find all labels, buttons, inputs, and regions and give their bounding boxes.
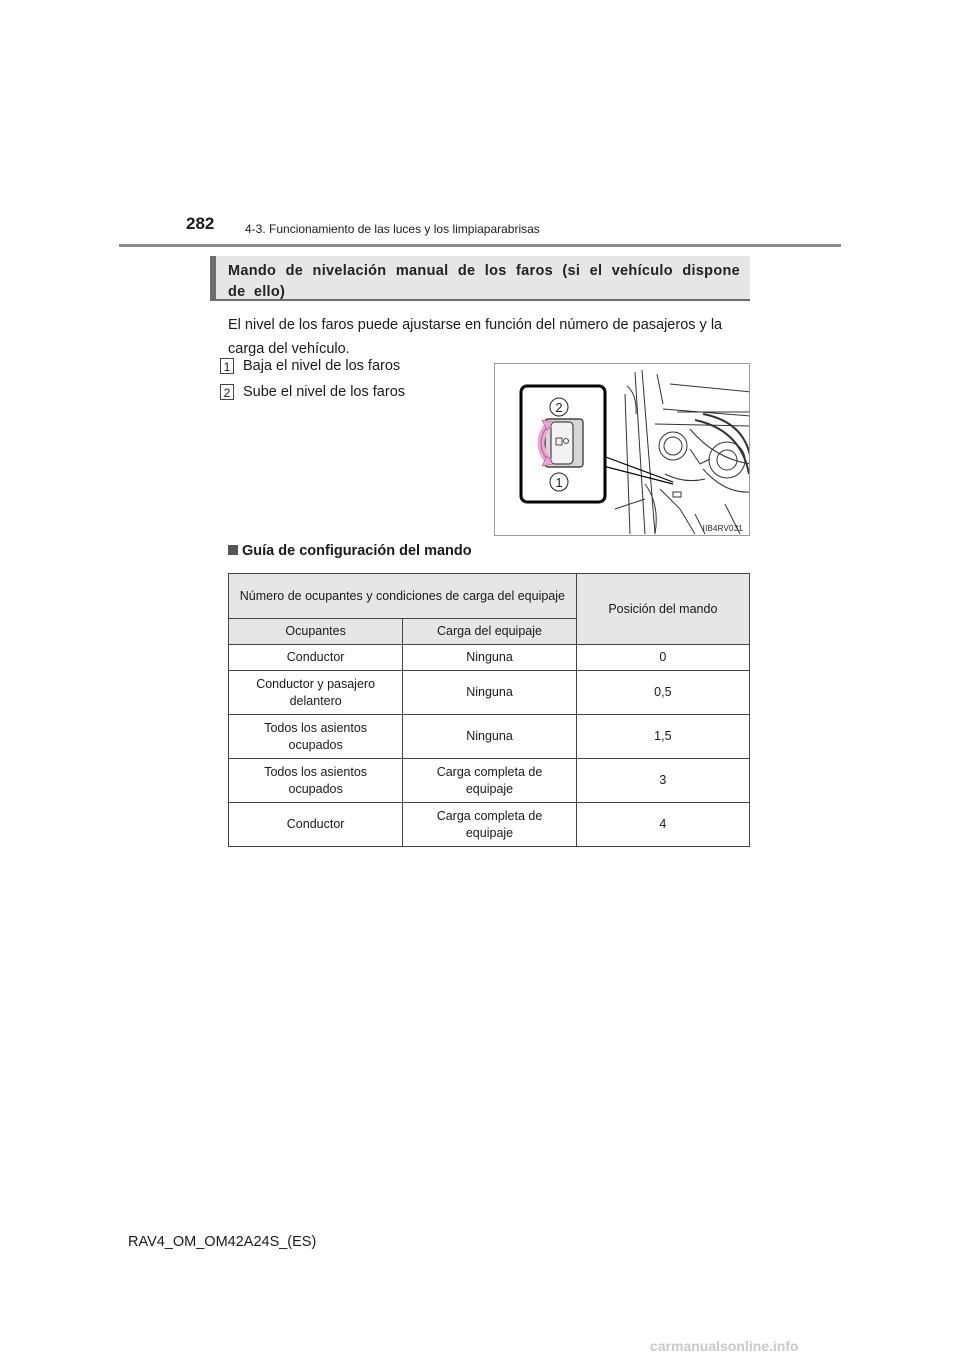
load-cell xyxy=(403,759,577,803)
section-header: 4-3. Funcionamiento de las luces y los limpiaparabrisas xyxy=(245,222,540,236)
table-row xyxy=(229,759,750,803)
table-row xyxy=(229,671,750,715)
occupants-cell xyxy=(229,715,403,759)
occupants-text: Todos los asientos ocupados xyxy=(264,720,368,752)
position-cell: 0,5 xyxy=(576,671,749,715)
position-cell: 1,5 xyxy=(576,715,749,759)
callout-2: 2 xyxy=(555,400,563,415)
subheader-cell: Ocupantes xyxy=(229,619,403,645)
occupants-cell xyxy=(229,759,403,803)
position-cell: 4 xyxy=(576,803,749,847)
occupants-text: Conductor y pasajero delantero xyxy=(256,676,376,708)
load-text: Carga completa de equipaje xyxy=(436,764,543,796)
step-number: 2 xyxy=(220,384,234,400)
step-label: Baja el nivel de los faros xyxy=(243,358,401,374)
intro-paragraph: El nivel de los faros puede ajustarse en función del número de pasajeros y la carga del vehículo. xyxy=(228,317,723,357)
callout-1: 1 xyxy=(555,475,563,490)
page-number: 282 xyxy=(186,214,215,233)
group-header-cell xyxy=(229,574,577,619)
table-row xyxy=(229,645,750,671)
subheader-cell: Carga del equipaje xyxy=(403,619,577,645)
subheading xyxy=(228,543,472,559)
square-bullet-icon xyxy=(228,545,238,555)
occupants-cell xyxy=(229,671,403,715)
load-cell: Ninguna xyxy=(403,715,577,759)
position-cell: 0 xyxy=(576,645,749,671)
watermark: carmanualsonline.info xyxy=(650,1338,799,1354)
table-row xyxy=(229,715,750,759)
settings-guide-table xyxy=(228,573,750,847)
load-cell: Ninguna xyxy=(403,671,577,715)
occupants-cell: Conductor xyxy=(229,803,403,847)
position-header-cell xyxy=(576,574,749,645)
table-row xyxy=(229,803,750,847)
headlight-dial-figure xyxy=(494,363,750,536)
section-heading-box xyxy=(210,256,750,301)
load-cell: Ninguna xyxy=(403,645,577,671)
position-header-text: Posición del mando xyxy=(608,601,718,616)
occupants-text: Todos los asientos ocupados xyxy=(264,764,368,796)
step-label: Sube el nivel de los faros xyxy=(243,384,406,400)
figure-code: IIB4RV031 xyxy=(702,524,743,533)
subheading-text: Guía de configuración del mando xyxy=(242,543,472,559)
dashboard-illustration xyxy=(495,364,750,536)
section-heading: Mando de nivelación manual de los faros (si el vehículo dispone de ello) xyxy=(228,263,740,300)
load-cell xyxy=(403,803,577,847)
position-cell: 3 xyxy=(576,759,749,803)
table-header-row xyxy=(229,574,750,619)
header-rule xyxy=(119,244,841,247)
load-text: Carga completa de equipaje xyxy=(436,808,543,840)
occupants-cell: Conductor xyxy=(229,645,403,671)
group-header-text: Número de ocupantes y condiciones de carga del equipaje xyxy=(239,588,565,603)
step-number: 1 xyxy=(220,358,234,374)
document-code: RAV4_OM_OM42A24S_(ES) xyxy=(128,1234,317,1250)
